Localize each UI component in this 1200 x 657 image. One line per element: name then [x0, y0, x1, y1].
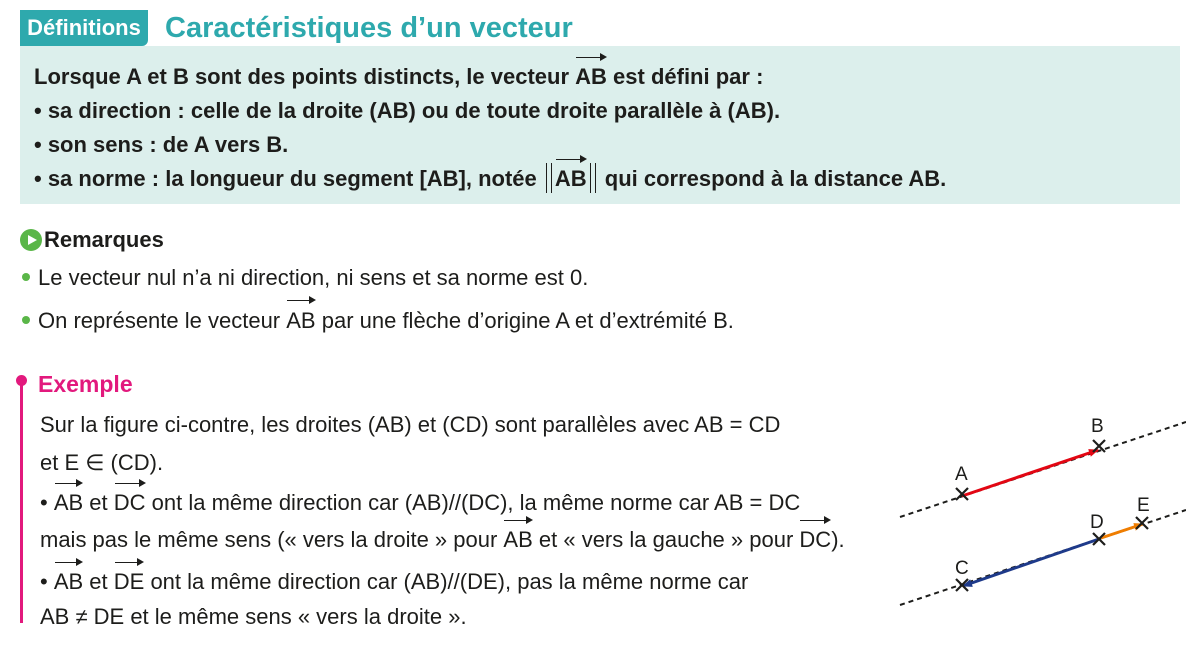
example-text: mais pas le même sens (« vers la droite » pour	[40, 527, 504, 552]
label-b: B	[1091, 416, 1104, 437]
vector-dc-arrow	[963, 539, 1099, 586]
vector-ab-norm: AB	[555, 162, 587, 196]
vector-ab: AB	[503, 523, 532, 557]
vector-de: DE	[114, 565, 145, 599]
vector-dc: DC	[799, 523, 831, 557]
bullet: • son	[34, 132, 94, 157]
section-title: Caractéristiques d’un vecteur	[165, 12, 573, 44]
example-line-2: et E ∈ (CD).	[40, 450, 164, 475]
bullet: • sa	[34, 98, 79, 123]
intro-text-end: est défini par :	[606, 64, 764, 89]
bullet: • sa	[34, 166, 79, 191]
bullet-dot-icon	[22, 273, 30, 281]
remark-item-2	[22, 303, 734, 339]
conj: et	[83, 569, 114, 594]
point-marks	[956, 440, 1148, 591]
vector-ab: AB	[575, 60, 607, 94]
remark-item-1	[22, 260, 588, 296]
definition-intro	[34, 60, 1180, 94]
intro-text: Lorsque A et B sont des points distincts, le vecteur	[34, 64, 576, 89]
example-line-3	[40, 486, 800, 520]
example-line-6: AB ≠ DE et le même sens « vers la droite ».	[40, 604, 467, 629]
norme-term: norme :	[78, 166, 160, 191]
conj: et	[83, 490, 114, 515]
bullet: •	[40, 490, 54, 515]
definition-norme	[34, 162, 1180, 196]
direction-text: : celle de la droite (AB) ou de toute droite parallèle à (AB).	[171, 98, 781, 123]
example-line-4	[40, 523, 845, 557]
example-line-5	[40, 565, 748, 599]
remark-text: On représente le vecteur	[38, 308, 287, 333]
point-e-cross	[1136, 517, 1148, 529]
example-bar	[20, 385, 23, 623]
vector-ab-arrow	[962, 450, 1098, 496]
remark-text: Le vecteur nul n’a ni direction, ni sens et sa norme est 0.	[38, 265, 589, 290]
norm-bar-right	[590, 163, 596, 193]
vector-figure	[896, 400, 1186, 620]
example-line-1: Sur la figure ci-contre, les droites (AB) et (CD) sont parallèles avec AB = CD	[40, 412, 781, 437]
label-c: C	[955, 558, 969, 579]
remarks-title: Remarques	[44, 227, 164, 252]
vector-dc: DC	[114, 486, 146, 520]
example-dot	[16, 375, 27, 386]
example-text: et « vers la gauche » pour	[532, 527, 800, 552]
vector-ab: AB	[54, 486, 83, 520]
direction-term: direction	[78, 98, 172, 123]
remarks-heading	[20, 226, 164, 254]
definition-box	[20, 46, 1180, 204]
bullet-dot-icon	[22, 316, 30, 324]
sens-term: sens	[93, 132, 144, 157]
vector-ab: AB	[54, 565, 83, 599]
vector-ab: AB	[286, 303, 315, 339]
norme-text-end: qui correspond à la distance AB.	[598, 166, 947, 191]
label-d: D	[1090, 512, 1104, 533]
definition-sens	[34, 128, 1180, 162]
bullet: •	[40, 569, 54, 594]
example-text: ).	[831, 527, 845, 552]
label-e: E	[1137, 495, 1150, 516]
play-icon	[20, 229, 42, 251]
norme-text: la longueur du segment [AB], notée	[159, 166, 543, 191]
sens-text: : de A vers B.	[143, 132, 289, 157]
definition-direction	[34, 94, 1180, 128]
label-a: A	[955, 464, 968, 485]
example-title: Exemple	[38, 371, 133, 397]
example-text: ont la même direction car (AB)//(DC), la même norme car AB = DC	[145, 490, 801, 515]
norm-bar-left	[546, 163, 552, 193]
remark-text-end: par une flèche d’origine A et d’extrémité B.	[315, 308, 734, 333]
example-text: ont la même direction car (AB)//(DE), pas la même norme car	[144, 569, 749, 594]
definitions-badge: Définitions	[20, 10, 148, 46]
vector-de-arrow	[1101, 524, 1143, 538]
